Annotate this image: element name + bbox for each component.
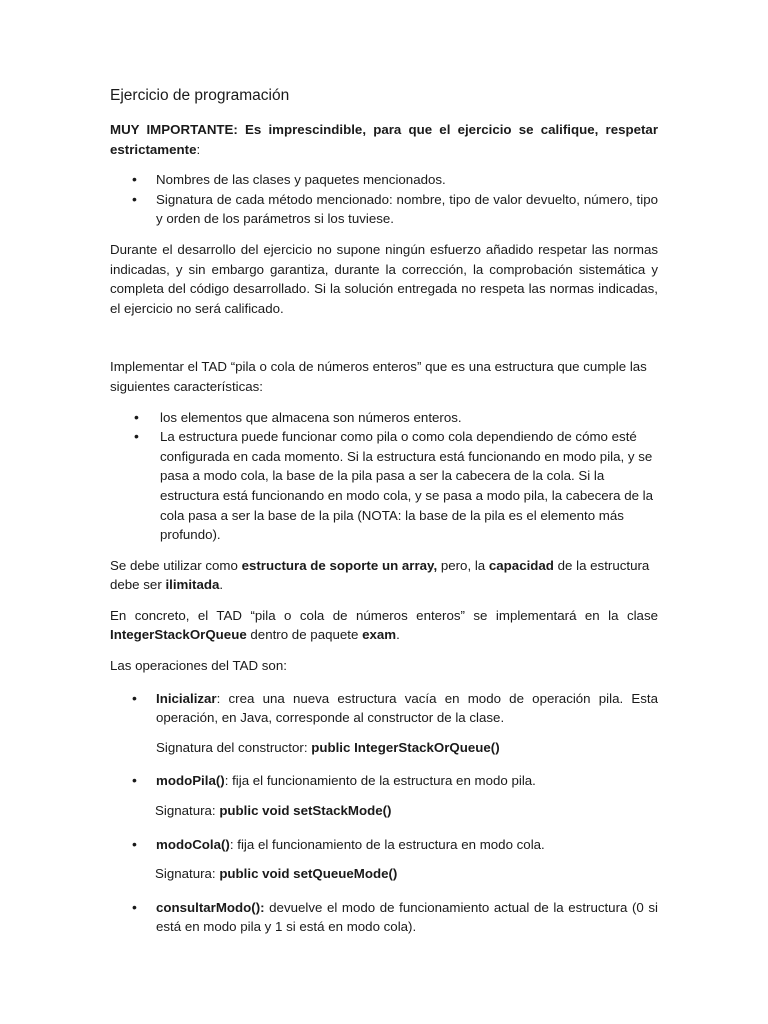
requirements-list [110,170,658,229]
text-run: Se debe utilizar como [110,557,242,573]
list-item: • La estructura puede funcionar como pila o como cola dependiendo de cómo esté configurada en cada momento. Si la estructura está funcionando en modo pila, y se pasa a modo cola, la base de la pila pasa a ser la cabecera de la cola. Si la estructura está funcionando en modo cola, y se pasa a modo pila, la cabecera de la cola pasa a ser la base de la pila (NOTA: la base de la pila es el elemento más profundo). [110,427,658,545]
operation-desc: : crea una nueva estructura vacía en modo de operación pila. Esta operación, en Java, corresponde al constructor de la clase. [156,690,658,726]
signature-line [110,801,658,821]
operation-name: consultarModo(): [156,899,265,915]
text-run-bold: ilimitada [165,577,220,593]
text-run: En concreto, el TAD “pila o cola de números enteros” se implementará en la clase [110,607,658,623]
operation-modo-pila [110,771,658,791]
text-run: . [219,577,224,593]
list-item [110,771,658,791]
list-item: • Signatura de cada método mencionado: nombre, tipo de valor devuelto, número, tipo y orden de los parámetros si los tuviese. [110,190,658,229]
list-item [110,835,658,855]
signature-label: Signatura: [155,803,220,819]
operations-heading: Las operaciones del TAD son: [110,658,287,674]
signature-code: public void setQueueMode() [219,866,398,882]
operation-modo-cola [110,835,658,855]
class-paragraph [110,606,658,645]
operation-desc: : fija el funcionamiento de la estructura en modo cola. [229,836,545,852]
characteristics-list [110,408,658,545]
signature-label: Signatura del constructor: [156,739,312,755]
text-run: . [396,627,400,643]
signature-code: public IntegerStackOrQueue() [311,739,500,755]
important-rest: : Es imprescindible, para que el ejercicio se califique, respetar estrictamente [110,122,658,157]
operation-name: modoCola() [156,836,230,852]
document-page [110,86,658,947]
operation-desc: devuelve el modo de funcionamiento actual de la estructura (0 si está en modo pila y 1 si está en modo cola). [156,899,658,935]
signature-code: public void setStackMode() [219,803,392,819]
operation-desc: : fija el funcionamiento de la estructura en modo pila. [224,773,536,789]
operation-inicializar [110,689,658,728]
important-notice [110,120,658,159]
spec-paragraph: Implementar el TAD “pila o cola de números enteros” que es una estructura que cumple las siguientes características: [110,359,647,394]
operation-name: Inicializar [156,690,217,706]
list-item: • los elementos que almacena son números enteros. [110,408,658,428]
list-item: • Nombres de las clases y paquetes mencionados. [110,170,658,190]
class-name: IntegerStackOrQueue [110,627,247,643]
spacer [110,329,658,357]
support-structure-paragraph [110,556,658,595]
important-lead: MUY IMPORTANTE [110,122,234,137]
text-run: dentro de paquete [246,627,363,643]
operation-consultar-modo [110,898,658,937]
text-run: pero, la [437,557,489,573]
signature-line [110,738,658,758]
grading-paragraph: Durante el desarrollo del ejercicio no supone ningún esfuerzo añadido respetar las normas indicadas, y sin embargo garantiza, durante la corrección, la comprobación sistemática y completa del código desarrollado. Si la solución entregada no respeta las normas indicadas, el ejercicio no será calificado. [110,241,658,316]
signature-label: Signatura: [155,866,220,882]
operation-name: modoPila() [156,773,225,789]
list-item [110,689,658,728]
text-run-bold: capacidad [488,557,554,573]
package-name: exam [362,627,397,643]
list-item [110,898,658,937]
document-title: Ejercicio de programación [110,87,290,104]
text-run-bold: estructura de soporte un array, [241,557,438,573]
important-colon: : [196,141,201,157]
signature-line [110,864,658,884]
text-run: de la estructura debe ser [110,557,650,593]
